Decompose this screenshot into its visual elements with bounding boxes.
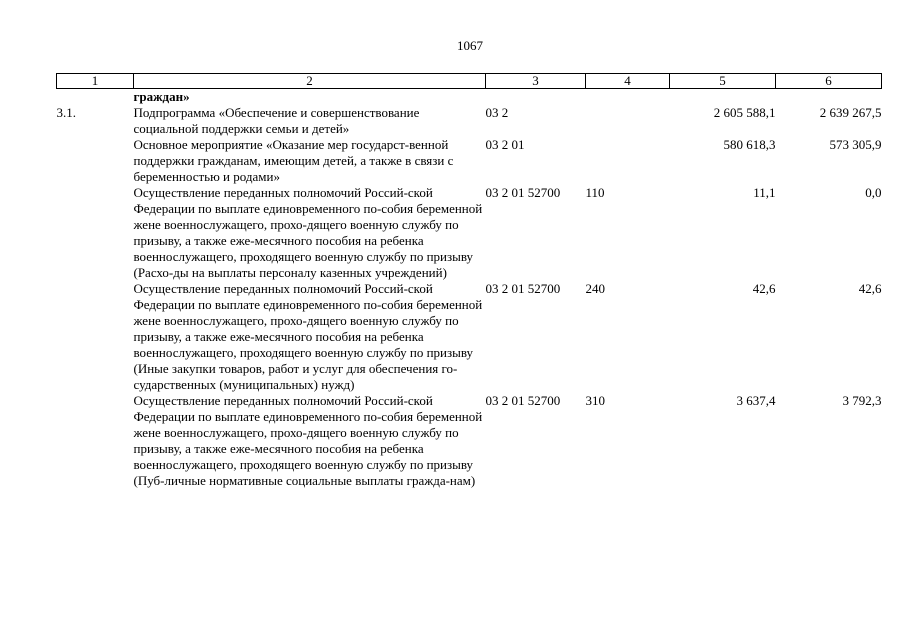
row-name: Осуществление переданных полномочий Россий-ской Федерации по выплате единовременного по-собия беременной жене военнослужащего, прохо-дящего военную службу по призыву, а также еже-месячного пособия на ребенка военнослужащего, проходящего военную службу по призыву (Расхо-ды на выплаты персоналу казенных учреждений)	[133, 185, 483, 280]
budget-table	[56, 73, 882, 489]
column-header-2: 2	[134, 74, 486, 89]
row-name: Подпрограмма «Обеспечение и совершенствование социальной поддержки семьи и детей»	[133, 105, 420, 136]
table-body	[57, 89, 882, 490]
row-code: 03 2 01 52700	[485, 281, 561, 296]
row-value-2: 0,0	[865, 185, 882, 200]
page-number: 1067	[457, 38, 483, 53]
row-value-2: 573 305,9	[829, 137, 882, 152]
continuation-row	[57, 89, 882, 106]
row-value-1: 2 605 588,1	[713, 105, 776, 120]
column-header-5: 5	[670, 74, 776, 89]
row-type: 110	[585, 185, 605, 200]
table-row	[57, 137, 882, 185]
row-type	[586, 137, 670, 185]
row-value-1: 580 618,3	[723, 137, 776, 152]
row-number	[57, 137, 134, 185]
row-name: Основное мероприятие «Оказание мер государст-венной поддержки гражданам, имеющим детей, а также в связи с беременностью и родами»	[133, 137, 454, 184]
row-type	[586, 105, 670, 137]
continuation-text: граждан»	[133, 89, 190, 104]
table-row	[57, 185, 882, 281]
row-code: 03 2 01 52700	[485, 185, 561, 200]
row-value-2: 3 792,3	[842, 393, 882, 408]
table-row	[57, 105, 882, 137]
row-code: 03 2 01 52700	[485, 393, 561, 408]
row-number	[57, 185, 134, 281]
row-code: 03 2 01	[485, 137, 525, 152]
row-value-2: 2 639 267,5	[819, 105, 882, 120]
table-row	[57, 393, 882, 489]
row-type: 240	[585, 281, 605, 296]
row-value-1: 3 637,4	[736, 393, 776, 408]
row-number	[57, 393, 134, 489]
row-number	[57, 281, 134, 393]
table-row	[57, 281, 882, 393]
row-value-1: 11,1	[753, 185, 776, 200]
row-type: 310	[585, 393, 605, 408]
row-value-2: 42,6	[858, 281, 882, 296]
table-header	[57, 74, 882, 89]
row-value-1: 42,6	[752, 281, 776, 296]
row-number: 3.1.	[56, 105, 76, 120]
row-code: 03 2	[485, 105, 509, 120]
column-header-6: 6	[776, 74, 882, 89]
column-header-4: 4	[586, 74, 670, 89]
header-row	[57, 74, 882, 89]
row-name: Осуществление переданных полномочий Россий-ской Федерации по выплате единовременного по-собия беременной жене военнослужащего, прохо-дящего военную службу по призыву, а также еже-месячного пособия на ребенка военнослужащего, проходящего военную службу по призыву (Пуб-личные нормативные социальные выплаты гражда-нам)	[133, 393, 483, 488]
row-name: Осуществление переданных полномочий Россий-ской Федерации по выплате единовременного по-собия беременной жене военнослужащего, прохо-дящего военную службу по призыву, а также еже-месячного пособия на ребенка военнослужащего, проходящего военную службу по призыву (Иные закупки товаров, работ и услуг для обеспечения го-сударственных (муниципальных) нужд)	[133, 281, 483, 392]
column-header-3: 3	[486, 74, 586, 89]
column-header-1: 1	[57, 74, 134, 89]
